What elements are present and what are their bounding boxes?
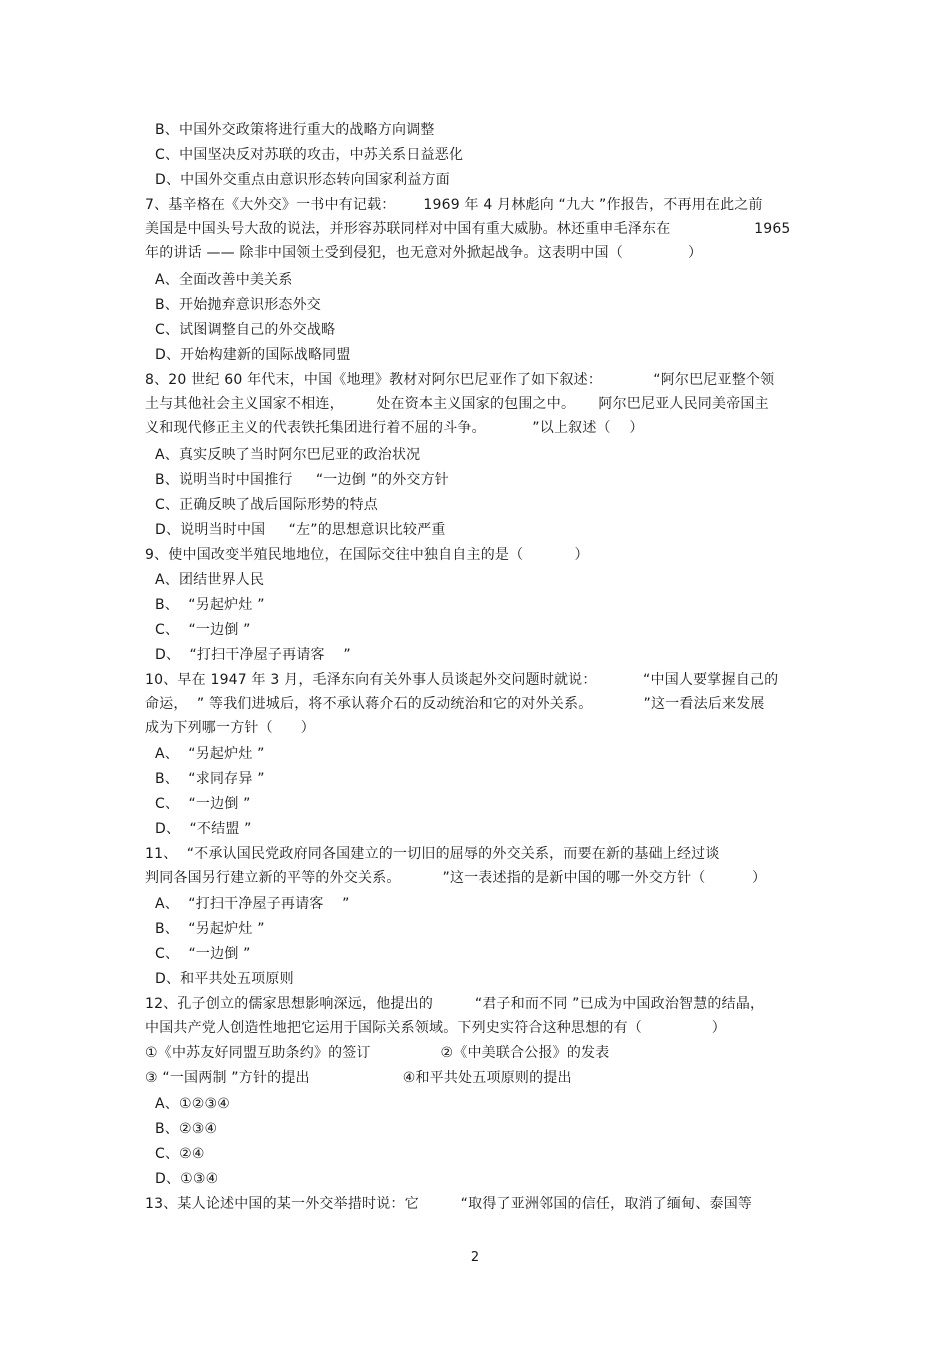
option-line: C、中国坚决反对苏联的攻击，中苏关系日益恶化 xyxy=(155,147,464,163)
option-line: C、 “一边倒 ” xyxy=(155,946,251,962)
question-10-line: 命运， ” 等我们进城后，将不承认蒋介石的反动统治和它的对外关系。 ”这一看法后来发展 xyxy=(145,696,765,712)
option-line: A、 “打扫干净屋子再请客 ” xyxy=(155,896,350,912)
question-12-line: 12、孔子创立的儒家思想影响深远，他提出的 “君子和而不同 ”已成为中国政治智慧的结晶， xyxy=(145,996,765,1012)
option-line: C、正确反映了战后国际形势的特点 xyxy=(155,497,378,513)
option-line: B、中国外交政策将进行重大的战略方向调整 xyxy=(155,122,435,138)
question-10-line: 10、早在 1947 年 3 月，毛泽东向有关外事人员谈起外交问题时就说： “中国人要掌握自己的 xyxy=(145,672,779,688)
option-line: C、试图调整自己的外交战略 xyxy=(155,322,336,338)
question-8-line: 土与其他社会主义国家不相连， 处在资本主义国家的包围之中。 阿尔巴尼亚人民同美帝国主 xyxy=(145,396,769,412)
option-line: A、全面改善中美关系 xyxy=(155,272,293,288)
question-7-line: 美国是中国头号大敌的说法，并形容苏联同样对中国有重大威胁。林还重申毛泽东在 1965 xyxy=(145,221,791,237)
option-line: A、团结世界人民 xyxy=(155,572,265,588)
question-8-line: 义和现代修正主义的代表铁托集团进行着不屈的斗争。 ”以上叙述（ ） xyxy=(145,420,644,436)
question-10-line: 成为下列哪一方针（ ） xyxy=(145,720,315,736)
option-line: D、①③④ xyxy=(155,1171,219,1187)
question-12-line: 中国共产党人创造性地把它运用于国际关系领域。下列史实符合这种思想的有（ ） xyxy=(145,1020,726,1036)
question-13-line: 13、某人论述中国的某一外交举措时说：它 “取得了亚洲邻国的信任，取消了缅甸、泰国等 xyxy=(145,1196,753,1212)
option-line: A、真实反映了当时阿尔巴尼亚的政治状况 xyxy=(155,447,421,463)
question-7-line: 7、基辛格在《大外交》一书中有记载： 1969 年 4 月林彪向 “九大 ”作报告，不再用在此之前 xyxy=(145,197,763,213)
option-line: D、说明当时中国 “左”的思想意识比较严重 xyxy=(155,522,446,538)
question-11-line: 判同各国另行建立新的平等的外交关系。 ”这一表述指的是新中国的哪一外交方针（ ） xyxy=(145,870,767,886)
option-line: D、和平共处五项原则 xyxy=(155,971,294,987)
option-line: B、说明当时中国推行 “一边倒 ”的外交方针 xyxy=(155,472,450,488)
option-line: A、 “另起炉灶 ” xyxy=(155,746,265,762)
option-line: B、开始抛弃意识形态外交 xyxy=(155,297,322,313)
option-line: C、 “一边倒 ” xyxy=(155,796,251,812)
question-12-statement: ③ “一国两制 ”方针的提出 ④和平共处五项原则的提出 xyxy=(145,1070,572,1086)
option-line: C、 “一边倒 ” xyxy=(155,622,251,638)
option-line: B、 “另起炉灶 ” xyxy=(155,921,265,937)
question-9-line: 9、使中国改变半殖民地地位，在国际交往中独自自主的是（ ） xyxy=(145,547,589,563)
option-line: D、中国外交重点由意识形态转向国家利益方面 xyxy=(155,172,450,188)
question-12-statement: ①《中苏友好同盟互助条约》的签订 ②《中美联合公报》的发表 xyxy=(145,1045,610,1061)
option-line: D、 “不结盟 ” xyxy=(155,821,252,837)
option-line: D、开始构建新的国际战略同盟 xyxy=(155,347,351,363)
option-line: D、 “打扫干净屋子再请客 ” xyxy=(155,647,351,663)
option-line: B、②③④ xyxy=(155,1121,218,1137)
option-line: A、①②③④ xyxy=(155,1096,230,1112)
question-11-line: 11、 “不承认国民党政府同各国建立的一切旧的屈辱的外交关系，而要在新的基础上经过谈 xyxy=(145,846,720,862)
option-line: C、②④ xyxy=(155,1146,205,1162)
option-line: B、 “另起炉灶 ” xyxy=(155,597,265,613)
question-7-line: 年的讲话 —— 除非中国领土受到侵犯，也无意对外掀起战争。这表明中国（ ） xyxy=(145,245,703,261)
question-8-line: 8、20 世纪 60 年代末，中国《地理》教材对阿尔巴尼亚作了如下叙述： “阿尔巴尼亚整个领 xyxy=(145,372,775,388)
option-line: B、 “求同存异 ” xyxy=(155,771,265,787)
page-number: 2 xyxy=(470,1250,480,1265)
